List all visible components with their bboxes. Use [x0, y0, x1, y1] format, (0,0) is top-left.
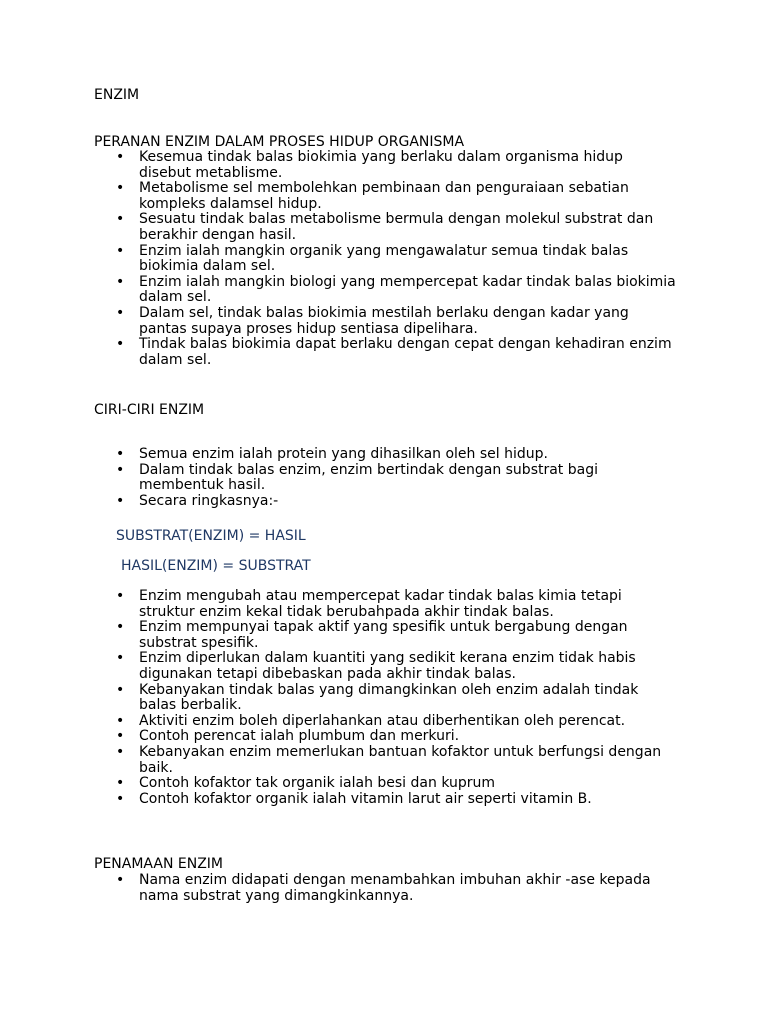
list-item-text: Metabolisme sel membolehkan pembinaan dan penguraiaan sebatian kompleks dalamsel hidup.: [139, 180, 629, 212]
bullet-icon: •: [116, 180, 125, 197]
list-item: [0, 447, 679, 463]
list-item-text: Contoh kofaktor organik ialah vitamin larut air seperti vitamin B.: [139, 790, 592, 807]
list-item: [0, 792, 679, 808]
bullet-icon: •: [116, 650, 125, 667]
list-item-text: Contoh kofaktor tak organik ialah besi dan kuprum: [139, 775, 496, 792]
list-item: [0, 776, 679, 792]
list-item-text: Dalam sel, tindak balas biokimia mestilah berlaku dengan kadar yang pantas supaya proses hidup sentiasa dipelihara.: [139, 304, 629, 337]
list-item-text: Sesuatu tindak balas metabolisme bermula dengan molekul substrat dan berakhir dengan hasil.: [139, 211, 654, 243]
bullet-icon: •: [116, 790, 125, 807]
bullet-icon: •: [116, 775, 125, 792]
list-item: [0, 589, 679, 620]
list-item-text: Kebanyakan enzim memerlukan bantuan kofaktor untuk berfungsi dengan baik.: [139, 743, 662, 776]
list-item-text: Kesemua tindak balas biokimia yang berlaku dalam organisma hidup disebut metablisme.: [139, 149, 623, 181]
list-item-text: Secara ringkasnya:-: [139, 492, 279, 509]
bullet-icon: •: [116, 619, 125, 636]
bullet-icon: •: [116, 211, 125, 228]
list-item: [0, 337, 679, 368]
bullet-icon: •: [116, 149, 125, 165]
list-item-text: Dalam tindak balas enzim, enzim bertindak dengan substrat bagi membentuk hasil.: [139, 461, 598, 494]
list-item-text: Tindak balas biokimia dapat berlaku dengan cepat dengan kehadiran enzim dalam sel.: [139, 336, 672, 368]
bullet-list-ciri-lanjutan: [0, 589, 768, 807]
list-item: [0, 244, 679, 275]
document-title: ENZIM: [94, 87, 140, 103]
bullet-icon: •: [116, 461, 125, 478]
section-heading-penamaan: PENAMAAN ENZIM: [94, 856, 224, 872]
formula-hasil-substrat: HASIL(ENZIM) = SUBSTRAT: [121, 558, 311, 574]
bullet-icon: •: [116, 492, 125, 509]
bullet-icon: •: [116, 273, 125, 290]
bullet-icon: •: [116, 588, 125, 604]
list-item-text: Enzim ialah mangkin organik yang mengawalatur semua tindak balas biokimia dalam sel.: [139, 242, 629, 275]
list-item-text: Enzim ialah mangkin biologi yang mempercepat kadar tindak balas biokimia dalam sel.: [139, 273, 676, 306]
list-item-text: Nama enzim didapati dengan menambahkan imbuhan akhir -ase kepada nama substrat yang dimangkinkannya.: [139, 872, 651, 904]
bullet-icon: •: [116, 712, 125, 729]
list-item-text: Aktiviti enzim boleh diperlahankan atau diberhentikan oleh perencat.: [139, 712, 626, 729]
list-item: [0, 714, 679, 730]
list-item: [0, 494, 679, 510]
bullet-icon: •: [116, 242, 125, 259]
list-item: [0, 683, 679, 714]
bullet-icon: •: [116, 446, 125, 462]
list-item: [0, 620, 679, 651]
list-item-text: Semua enzim ialah protein yang dihasilkan oleh sel hidup.: [139, 446, 548, 462]
list-item-text: Enzim diperlukan dalam kuantiti yang sedikit kerana enzim tidak habis digunakan tetapi dibebaskan pada akhir tindak balas.: [139, 650, 636, 682]
list-item-text: Enzim mengubah atau mempercepat kadar tindak balas kimia tetapi struktur enzim kekal tidak berubahpada akhir tindak balas.: [139, 588, 622, 620]
list-item: [0, 306, 679, 337]
list-item: [0, 463, 679, 494]
list-item: [0, 873, 679, 904]
bullet-list-peranan: [0, 150, 768, 368]
list-item-text: Contoh perencat ialah plumbum dan merkuri.: [139, 728, 460, 745]
section-heading-peranan: PERANAN ENZIM DALAM PROSES HIDUP ORGANISMA: [94, 134, 465, 150]
list-item: [0, 212, 679, 243]
bullet-icon: •: [116, 681, 125, 698]
bullet-icon: •: [116, 728, 125, 745]
list-item-text: Kebanyakan tindak balas yang dimangkinkan oleh enzim adalah tindak balas berbalik.: [139, 681, 639, 714]
bullet-icon: •: [116, 743, 125, 760]
bullet-list-ciri: [0, 447, 768, 509]
list-item-text: Enzim mempunyai tapak aktif yang spesifik untuk bergabung dengan substrat spesifik.: [139, 619, 628, 651]
list-item: [0, 651, 679, 682]
bullet-icon: •: [116, 336, 125, 353]
formula-substrat-hasil: SUBSTRAT(ENZIM) = HASIL: [116, 528, 306, 544]
list-item: [0, 150, 679, 181]
bullet-list-penamaan: [0, 873, 768, 904]
section-heading-ciri: CIRI-CIRI ENZIM: [94, 402, 205, 418]
bullet-icon: •: [116, 872, 125, 888]
list-item: [0, 275, 679, 306]
list-item: [0, 181, 679, 212]
list-item: [0, 729, 679, 745]
bullet-icon: •: [116, 304, 125, 321]
list-item: [0, 745, 679, 776]
